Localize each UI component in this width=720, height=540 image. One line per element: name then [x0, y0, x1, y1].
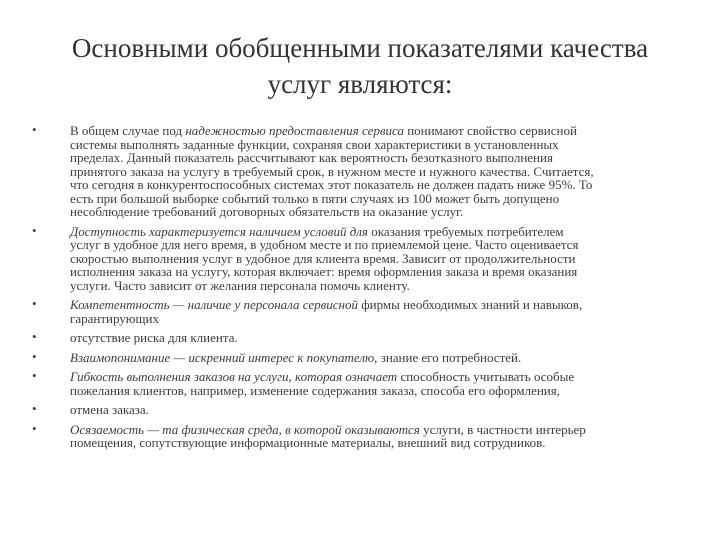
bullet-text: [70, 403, 694, 417]
list-item: [0, 348, 720, 365]
text-run: отмена заказа.: [70, 402, 149, 417]
text-line: [70, 205, 694, 219]
bullet-text: [70, 331, 694, 345]
italic-phrase: Компетентность — наличие у персонала сервисной: [70, 297, 358, 312]
slide-title: [36, 30, 684, 102]
list-item: [0, 331, 720, 345]
title-line-1: Основными обобщенными показателями качества: [71, 33, 649, 63]
text-line: [70, 370, 694, 384]
text-run: принятого заказа на услугу в требуемый срок, в нужном месте и нужного качества. Считается,: [70, 163, 594, 179]
text-line: [70, 178, 694, 192]
bullet-text: [70, 370, 694, 397]
list-item: [0, 370, 720, 397]
text-line: [70, 331, 694, 345]
text-run: помещения, сопутствующие информационные материалы, внешний вид сотрудников.: [70, 435, 546, 450]
text-line: [70, 403, 694, 417]
italic-phrase: надежностью предоставления сервиса: [185, 123, 404, 138]
italic-phrase: Осязаемость — та физическая среда, в которой оказываются: [70, 421, 420, 437]
text-line: [70, 192, 694, 206]
bullet-icon: •: [32, 296, 37, 311]
bullet-icon: •: [32, 329, 37, 344]
text-line: [70, 225, 694, 239]
text-run: способность учитывать особые: [397, 369, 575, 384]
text-run: услуги. Часто зависит от желания персонала помочь клиенту.: [70, 277, 410, 293]
bullet-icon: •: [32, 401, 37, 416]
bullet-icon: •: [32, 420, 37, 436]
text-run: понимают свойство сервисной: [403, 123, 577, 138]
list-item: [0, 298, 720, 325]
text-run: есть при большой выборке событий только в пяти случаях из 100 может быть допущено: [70, 190, 560, 206]
text-run: несоблюдение требований договорных обязательств на оказание услуг.: [70, 204, 464, 219]
list-item: [0, 124, 720, 219]
text-run: отсутствие риска для клиента.: [70, 330, 238, 345]
list-item: [0, 403, 720, 417]
text-run: услуг в удобное для него время, в удобном месте и по приемлемой цене. Часто оценивается: [70, 237, 579, 252]
italic-phrase: Взаимопонимание — искренний интерес к покупателю,: [70, 349, 378, 365]
bullet-text: [70, 124, 694, 219]
text-line: [70, 298, 694, 312]
list-item: [0, 222, 720, 293]
bullet-text: [70, 423, 694, 450]
title-line-2: услуг являются:: [267, 69, 453, 99]
bullet-text: [70, 225, 694, 293]
text-run: скоростью выполнения услуг в удобное для клиента время. Зависит от продолжительности: [70, 250, 576, 266]
text-line: [70, 238, 694, 252]
text-line: [70, 436, 694, 450]
text-line: [70, 151, 694, 165]
text-line: [70, 252, 694, 266]
text-run: гарантирующих: [70, 310, 159, 326]
text-run: что сегодня в конкурентоспособных системах этот показатель не должен падать ниже 95%. То: [70, 177, 593, 192]
bullet-icon: •: [32, 122, 37, 137]
bullet-icon: •: [32, 222, 37, 238]
text-line: [70, 124, 694, 138]
text-line: [70, 165, 694, 179]
bullet-text: [70, 298, 694, 325]
list-item: [0, 420, 720, 450]
italic-phrase: Гибкость выполнения заказов на услуги, которая означает: [70, 369, 398, 384]
bullet-icon: •: [32, 368, 37, 383]
text-run: знание его потребностей.: [377, 349, 522, 365]
text-run: оказания требуемых потребителем: [367, 223, 564, 239]
text-run: услуги, в частности интерьер: [419, 421, 586, 437]
text-run: исполнения заказа на услугу, которая включает: время оформления заказа и время оказания: [70, 264, 578, 279]
text-line: [70, 384, 694, 398]
text-line: [70, 312, 694, 326]
text-line: [70, 423, 694, 437]
text-run: фирмы необходимых знаний и навыков,: [357, 297, 583, 312]
text-line: [70, 279, 694, 293]
bullet-list: [0, 124, 720, 450]
text-run: пределах. Данный показатель рассчитывают как вероятность безотказного выполнения: [70, 150, 553, 165]
text-line: [70, 138, 694, 152]
italic-phrase: Доступность характеризуется наличием условий для: [70, 223, 368, 239]
text-line: [70, 351, 694, 365]
text-run: системы выполнять заданные функции, сохраняя свои характеристики в установленных: [70, 136, 559, 152]
text-run: пожелания клиентов, например, изменение содержания заказа, способа его оформления,: [70, 382, 560, 398]
bullet-text: [70, 351, 694, 365]
text-line: [70, 265, 694, 279]
bullet-icon: •: [32, 348, 37, 364]
text-run: В общем случае под: [70, 123, 186, 138]
